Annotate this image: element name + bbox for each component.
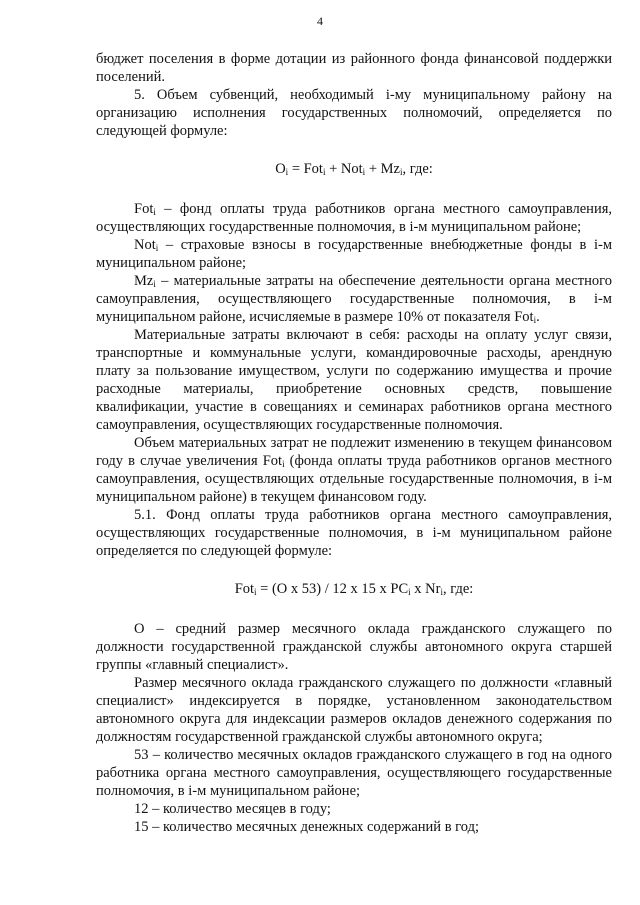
paragraph-item-5-1: 5.1. Фонд оплаты труда работников органа местного самоуправления, осуществляющих государственные полномочия, в i-м муниципальном районе определяется по следующей формуле: (96, 507, 612, 559)
definition-12: 12 – количество месяцев в году; (134, 801, 331, 817)
paragraph-item-5: 5. Объем субвенций, необходимый i-му муниципальному району на организацию исполнения государственных полномочий, определяется по следующей формуле: (96, 87, 612, 139)
formula-fot: Fot$_i$ = (O x 53) / 12 x 15 x $PC_i$ x $Nr_i$, где: (234, 581, 474, 597)
definition-o: O – средний размер месячного оклада гражданского служащего по должности государственной гражданской службы автономного округа старшей группы «главный специалист». (96, 621, 612, 673)
definition-fot: Fot$_i$ – фонд оплаты труда работников органа местного самоуправления, осуществляющих государственные полномочия, в i-м муниципальном районе; (96, 201, 612, 235)
definition-53: 53 – количество месячных окладов гражданского служащего в год на одного работника органа местного самоуправления, осуществляющего государственные полномочия, в i-м муниципальном районе; (96, 747, 612, 799)
page-number: 4 (317, 14, 323, 28)
definition-15: 15 – количество месячных денежных содержаний в год; (134, 819, 479, 835)
document-body (96, 50, 612, 836)
definition-mz: $Mz_i$ – материальные затраты на обеспечение деятельности органа местного самоуправления, осуществляющего государственные полномочия, в i-м муниципальном районе, исчисляемые в размере 10% от показателя Fot$_i$. (96, 273, 612, 325)
paragraph-continuation: бюджет поселения в форме дотации из районного фонда финансовой поддержки поселений. (96, 51, 612, 85)
paragraph-salary-indexation: Размер месячного оклада гражданского служащего по должности «главный специалист» индексируется в порядке, установленном законодательством автономного округа для индексации размеров окладов денежного содержания по должностям государственной гражданской службы автономного округа; (96, 675, 612, 745)
definition-not: Not$_i$ – страховые взносы в государственные внебюджетные фонды в i-м муниципальном районе; (96, 237, 612, 271)
paragraph-material-costs: Материальные затраты включают в себя: расходы на оплату услуг связи, транспортные и коммунальные услуги, командировочные расходы, арендную плату за пользование имуществом, услуги по содержанию имущества и прочие расходные материалы, приобретение основных средств, повышение квалификации, участие в совещаниях и семинарах работников органа местного самоуправления, осуществляющих государственные полномочия. (96, 327, 612, 433)
paragraph-material-volume: Объем материальных затрат не подлежит изменению в текущем финансовом году в случае увеличения Fot$_i$ (фонда оплаты труда работников органов местного самоуправления, осуществляющих отдельные государственные полномочия, в i-м муниципальном районе) в текущем финансовом году. (96, 435, 612, 505)
formula-oi: $O_i = Fot_i + Not_i + Mz_i$, где: (275, 161, 433, 177)
